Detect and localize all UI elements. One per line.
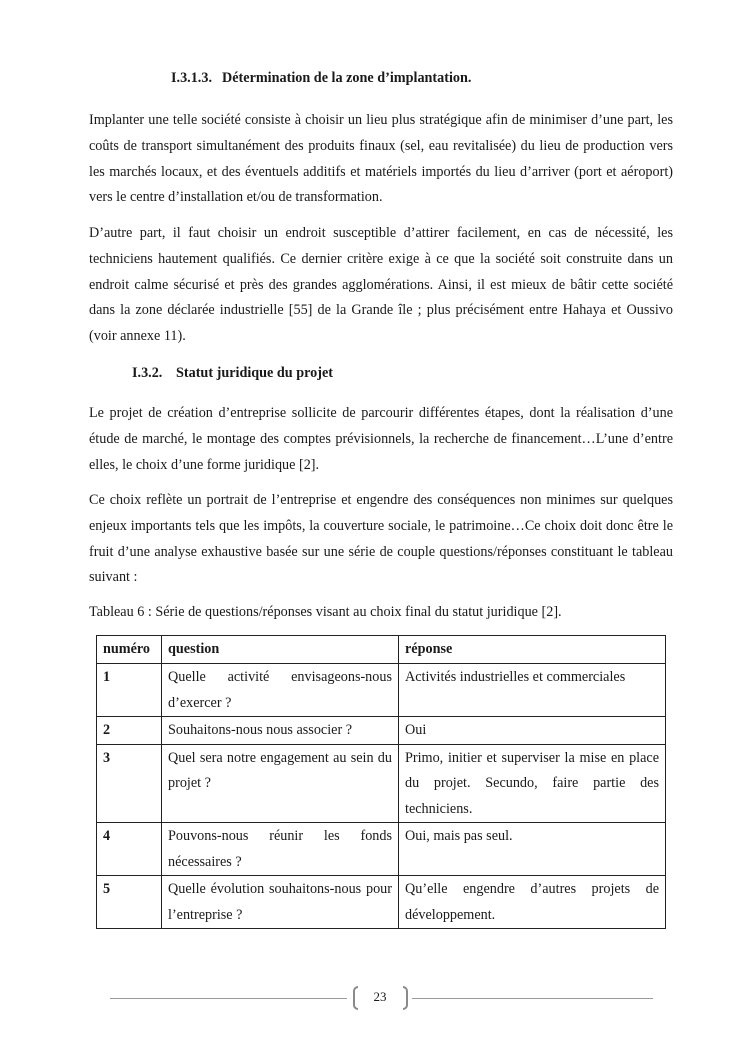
- page-number: 23: [373, 989, 387, 1004]
- table-caption: Tableau 6 : Série de questions/réponses visant au choix final du statut juridique [2].: [89, 604, 562, 620]
- questions-answers-table: [96, 635, 666, 929]
- page-number-left-bracket: [353, 986, 358, 1010]
- row-answer: Oui: [399, 717, 666, 745]
- section-title: Détermination de la zone d’implantation.: [222, 70, 472, 86]
- page-number-right-bracket: [403, 986, 408, 1010]
- paragraph-project-steps: Le projet de création d’entreprise sollicite de parcourir différentes étapes, dont la réalisation d’une étude de marché, le montage des comptes prévisionnels, la recherche de financement…L’une d’entre elles, le choix d’une forme juridique [2].: [89, 405, 673, 473]
- row-num: 1: [97, 664, 162, 717]
- section-number: I.3.1.3.: [171, 70, 212, 86]
- paragraph-transport-costs: Implanter une telle société consiste à choisir un lieu plus stratégique afin de minimiser d’une part, les coûts de transport simultanément des produits finaux (sel, eau revitalisée) du lieu de production vers les marchés locaux, et des éventuels additifs et matériels importés du lieu d’arriver (port et aéroport) vers le centre d’installation et/ou de transformation.: [89, 112, 673, 206]
- section-title: Statut juridique du projet: [176, 365, 334, 381]
- row-num: 4: [97, 823, 162, 876]
- paragraph-location-criteria: D’autre part, il faut choisir un endroit susceptible d’attirer facilement, en cas de nécessité, les techniciens hautement qualifiés. Ce dernier critère exige à ce que la société soit construite dans un endroit calme sécurisé et près des grandes agglomérations. Ainsi, il est mieux de bâtir cette société dans la zone déclarée industrielle [55] de la Grande île ; plus précisément entre Hahaya et Oussivo (voir annexe 11).: [89, 225, 673, 345]
- table-row: [97, 744, 666, 823]
- row-question: Souhaitons-nous nous associer ?: [162, 717, 399, 745]
- table-row: [97, 664, 666, 717]
- section-number: I.3.2.: [132, 365, 163, 381]
- header-num: numéro: [97, 636, 162, 664]
- row-num: 3: [97, 744, 162, 823]
- row-question: Quelle activité envisageons-nous d’exercer ?: [162, 664, 399, 717]
- row-answer: Primo, initier et superviser la mise en place du projet. Secundo, faire partie des techniciens.: [399, 744, 666, 823]
- table-row: [97, 717, 666, 745]
- header-question: question: [162, 636, 399, 664]
- row-num: 2: [97, 717, 162, 745]
- footer-rule-left: [110, 998, 347, 999]
- header-answer: réponse: [399, 636, 666, 664]
- paragraph-choice-consequences: Ce choix reflète un portrait de l’entreprise et engendre des conséquences non minimes sur quelques enjeux importants tels que les impôts, la couverture sociale, le patrimoine…Ce choix doit donc être le fruit d’une analyse exhaustive basée sur une série de couple questions/réponses constituant le tableau suivant :: [89, 492, 673, 586]
- section-heading-statut-juridique: [132, 365, 333, 382]
- row-question: Quelle évolution souhaitons-nous pour l’entreprise ?: [162, 876, 399, 929]
- table-row: [97, 876, 666, 929]
- row-question: Pouvons-nous réunir les fonds nécessaires ?: [162, 823, 399, 876]
- row-num: 5: [97, 876, 162, 929]
- table-header-row: [97, 636, 666, 664]
- section-heading-zone-implantation: [171, 70, 471, 87]
- table-row: [97, 823, 666, 876]
- row-question: Quel sera notre engagement au sein du projet ?: [162, 744, 399, 823]
- footer-rule-right: [412, 998, 653, 999]
- row-answer: Oui, mais pas seul.: [399, 823, 666, 876]
- row-answer: Activités industrielles et commerciales: [399, 664, 666, 717]
- row-answer: Qu’elle engendre d’autres projets de développement.: [399, 876, 666, 929]
